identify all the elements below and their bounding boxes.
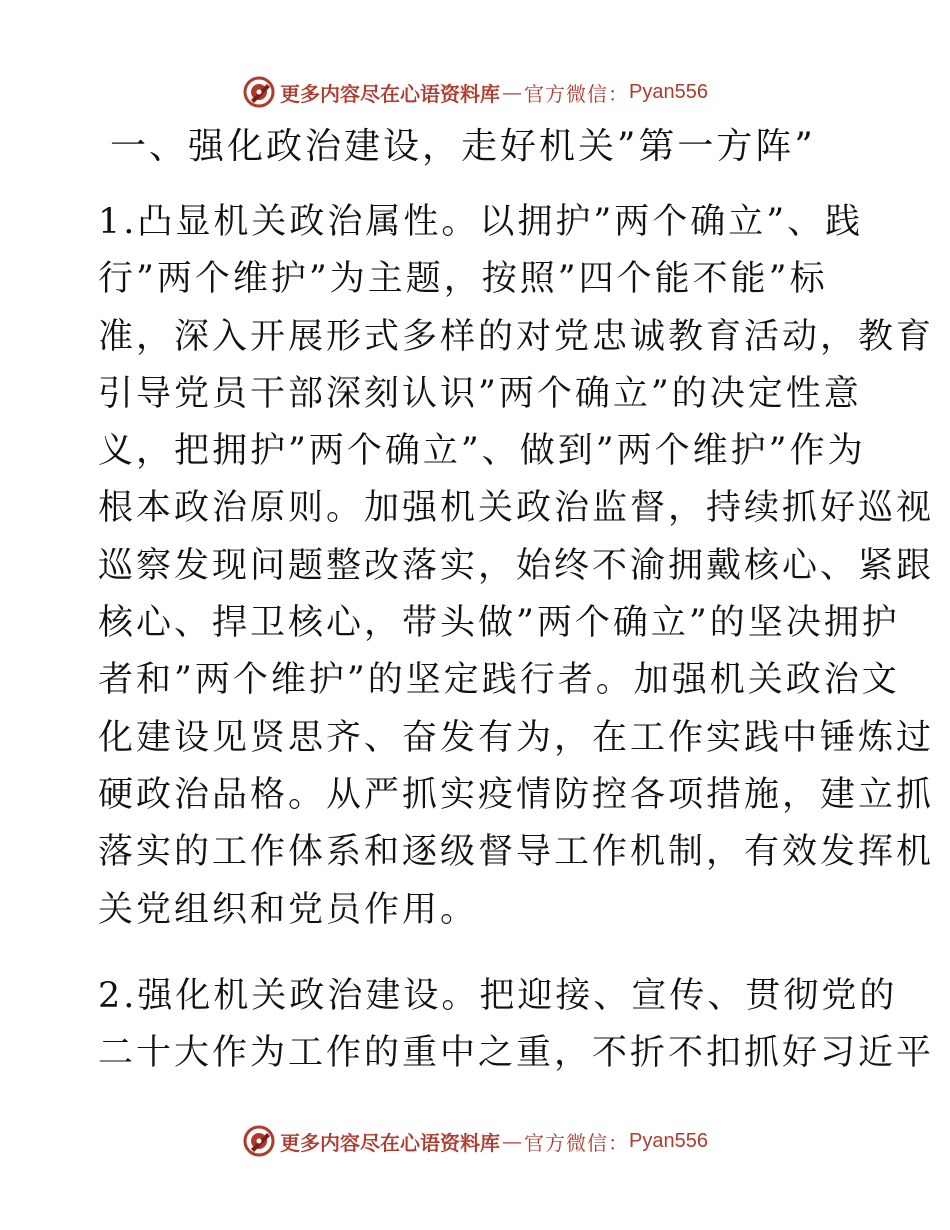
watermark-banner-bottom xyxy=(0,1121,950,1161)
section-heading: 一、强化政治建设，走好机关”第一方阵” xyxy=(110,126,816,167)
paragraph-line: 2.强化机关政治建设。把迎接、宣传、贯彻党的 xyxy=(98,976,898,1016)
paragraph-line: 核心、捍卫核心，带头做”两个确立”的坚决拥护 xyxy=(98,603,900,644)
pen-nib-logo-icon xyxy=(242,75,276,109)
paragraph-line: 义，把拥护”两个确立”、做到”两个维护”作为 xyxy=(98,431,866,472)
paragraph-line: 硬政治品格。从严抓实疫情防控各项措施，建立抓 xyxy=(98,774,935,815)
watermark-dash: — xyxy=(502,1129,523,1153)
paragraph-line: 关党组织和党员作用。 xyxy=(98,889,479,930)
watermark-wechat-id: Pyan556 xyxy=(629,80,708,103)
paragraph-line: 者和”两个维护”的坚定践行者。加强机关政治文 xyxy=(98,660,900,701)
pen-nib-logo-icon xyxy=(242,1124,276,1158)
watermark-main-text: 更多内容尽在心语资料库 xyxy=(280,81,501,106)
paragraph-line: 落实的工作体系和逐级督导工作机制，有效发挥机 xyxy=(98,832,935,873)
paragraph-2 xyxy=(98,968,935,1083)
watermark-main-text: 更多内容尽在心语资料库 xyxy=(280,1130,501,1155)
paragraph-line: 行”两个维护”为主题，按照”四个能不能”标 xyxy=(98,259,828,300)
paragraph-line: 准，深入开展形式多样的对党忠诚教育活动，教育 xyxy=(98,316,935,357)
paragraph-line: 二十大作为工作的重中之重，不折不扣抓好习近平 xyxy=(98,1033,935,1074)
paragraph-line: 化建设见贤思齐、奋发有为，在工作实践中锤炼过 xyxy=(98,717,935,758)
paragraph-line: 根本政治原则。加强机关政治监督，持续抓好巡视 xyxy=(98,488,935,529)
paragraph-line: 引导党员干部深刻认识”两个确立”的决定性意 xyxy=(98,373,862,414)
watermark-banner-top xyxy=(0,72,950,112)
watermark-dash: — xyxy=(502,80,523,104)
paragraph-1 xyxy=(98,194,935,939)
paragraph-line: 巡察发现问题整改落实，始终不渝拥戴核心、紧跟 xyxy=(98,545,935,586)
watermark-sub-text: 官方微信： xyxy=(524,1130,630,1155)
paragraph-line: 1.凸显机关政治属性。以拥护”两个确立”、践 xyxy=(98,202,864,242)
watermark-wechat-id: Pyan556 xyxy=(629,1129,708,1152)
watermark-sub-text: 官方微信： xyxy=(524,81,630,106)
